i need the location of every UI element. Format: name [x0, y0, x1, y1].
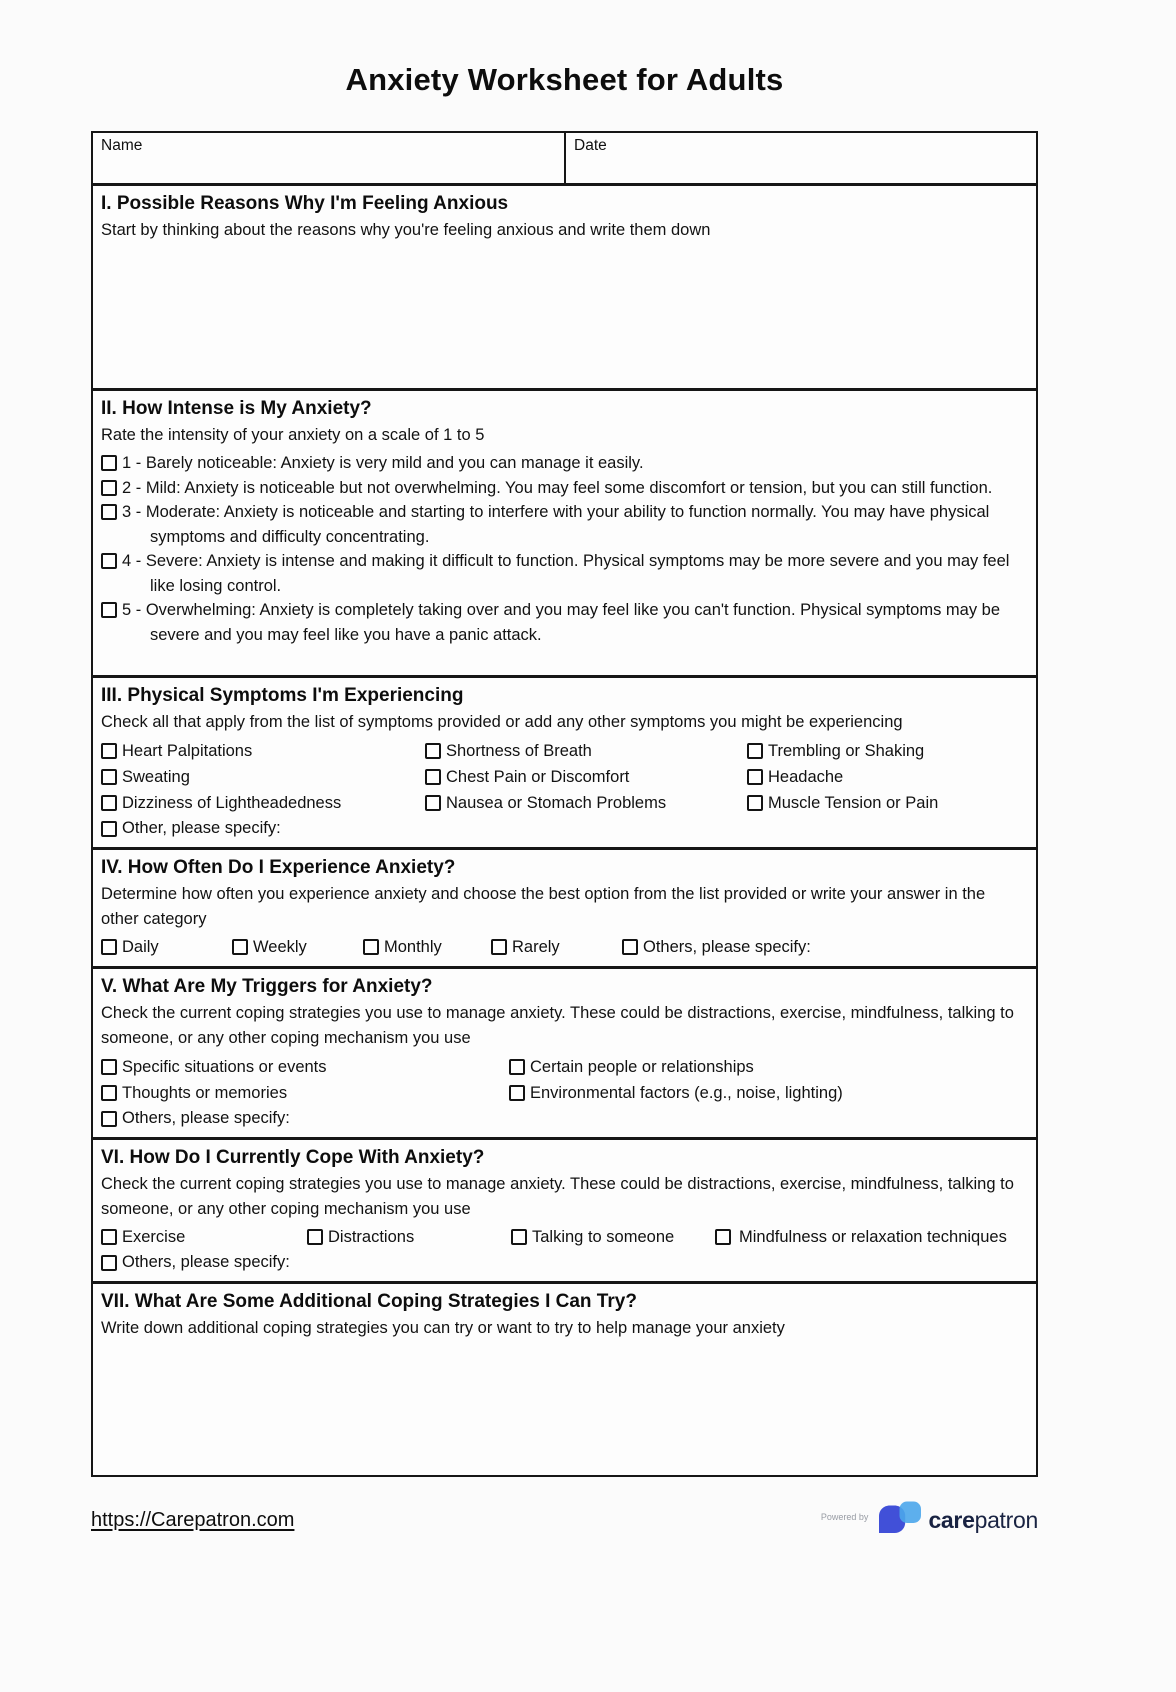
section-coping	[93, 1137, 1036, 1281]
intensity-option-3-label: 3 - Moderate: Anxiety is noticeable and starting to interfere with your ability to function normally. You may have physical symptoms and difficulty concentrating.	[122, 503, 990, 546]
symptom-chest-pain-checkbox[interactable]	[425, 769, 441, 785]
triggers-other-row	[101, 1109, 1028, 1128]
carepatron-link[interactable]: https://Carepatron.com	[91, 1508, 295, 1531]
trigger-label: Thoughts or memories	[122, 1084, 288, 1102]
intensity-option-5-checkbox[interactable]	[101, 602, 117, 618]
name-field[interactable]	[93, 133, 566, 183]
page-title: Anxiety Worksheet for Adults	[345, 62, 784, 97]
section-symptoms-description: Check all that apply from the list of symptoms provided or add any other symptoms you might be experiencing	[101, 713, 903, 731]
trigger-situations	[101, 1057, 509, 1077]
date-label: Date	[574, 137, 607, 154]
intensity-option-4	[101, 549, 1028, 598]
section-coping-description: Check the current coping strategies you use to manage anxiety. These could be distractions, exercise, mindfulness, talking to someone, or any other coping mechanism you use	[101, 1175, 1014, 1218]
frequency-daily-checkbox[interactable]	[101, 939, 117, 955]
coping-mindfulness-checkbox[interactable]	[715, 1229, 731, 1245]
coping-other-checkbox[interactable]	[101, 1255, 117, 1271]
frequency-label: Daily	[122, 938, 159, 956]
symptom-trembling-checkbox[interactable]	[747, 743, 763, 759]
triggers-options	[101, 1057, 1028, 1103]
symptom-label: Dizziness of Lightheadedness	[122, 794, 342, 812]
section-frequency-heading: IV. How Often Do I Experience Anxiety?	[101, 857, 456, 878]
section-reasons-heading: I. Possible Reasons Why I'm Feeling Anxious	[101, 193, 509, 214]
trigger-environmental-checkbox[interactable]	[509, 1085, 525, 1101]
coping-label: Mindfulness or relaxation techniques	[739, 1228, 1007, 1246]
wordmark-regular: patron	[974, 1506, 1038, 1533]
symptoms-other-checkbox[interactable]	[101, 821, 117, 837]
frequency-other-label: Others, please specify:	[643, 938, 811, 956]
symptom-heart-palpitations	[101, 741, 425, 761]
frequency-weekly	[232, 937, 363, 957]
trigger-environmental	[509, 1083, 1028, 1103]
symptom-chest-pain	[425, 767, 747, 787]
section-symptoms-heading: III. Physical Symptoms I'm Experiencing	[101, 685, 464, 706]
frequency-other	[622, 937, 811, 957]
carepatron-logo-icon	[876, 1499, 922, 1541]
carepatron-wordmark	[928, 1507, 1038, 1534]
frequency-rarely	[491, 937, 622, 957]
coping-mindfulness	[715, 1227, 1007, 1247]
symptoms-other-label: Other, please specify:	[122, 819, 281, 837]
section-frequency	[93, 847, 1036, 966]
intensity-options	[101, 451, 1028, 647]
intensity-option-1-checkbox[interactable]	[101, 455, 117, 471]
symptom-nausea	[425, 793, 747, 813]
section-intensity	[93, 388, 1036, 675]
worksheet-document	[91, 62, 1038, 1541]
coping-exercise-checkbox[interactable]	[101, 1229, 117, 1245]
footer	[91, 1499, 1038, 1541]
section-strategies-heading: VII. What Are Some Additional Coping Strategies I Can Try?	[101, 1291, 637, 1312]
intensity-option-5-label: 5 - Overwhelming: Anxiety is completely taking over and you may feel like you can't function. Physical symptoms may be severe and you may feel like you have a panic attack.	[122, 601, 1001, 644]
coping-talking-checkbox[interactable]	[511, 1229, 527, 1245]
frequency-options	[101, 937, 1028, 957]
symptom-sweating	[101, 767, 425, 787]
section-triggers-description: Check the current coping strategies you use to manage anxiety. These could be distractions, exercise, mindfulness, talking to someone, or any other coping mechanism you use	[101, 1004, 1014, 1047]
coping-distractions-checkbox[interactable]	[307, 1229, 323, 1245]
symptom-label: Sweating	[122, 768, 190, 786]
trigger-thoughts-checkbox[interactable]	[101, 1085, 117, 1101]
coping-label: Talking to someone	[532, 1228, 675, 1246]
triggers-other-label: Others, please specify:	[122, 1109, 290, 1127]
symptoms-other-row	[101, 819, 1028, 838]
symptom-label: Chest Pain or Discomfort	[446, 768, 630, 786]
intensity-option-1	[101, 451, 1028, 476]
symptom-label: Muscle Tension or Pain	[768, 794, 939, 812]
trigger-people	[509, 1057, 1028, 1077]
powered-by-label: Powered by	[820, 1512, 869, 1522]
trigger-thoughts	[101, 1083, 509, 1103]
section-intensity-heading: II. How Intense is My Anxiety?	[101, 398, 372, 419]
coping-options	[101, 1227, 1028, 1247]
frequency-label: Rarely	[512, 938, 560, 956]
symptom-trembling	[747, 741, 1028, 761]
symptom-label: Heart Palpitations	[122, 742, 253, 760]
symptom-heart-palpitations-checkbox[interactable]	[101, 743, 117, 759]
coping-other-row	[101, 1253, 1028, 1272]
strategies-write-area[interactable]	[101, 1341, 1028, 1461]
intensity-option-4-label: 4 - Severe: Anxiety is intense and making it difficult to function. Physical symptoms may be more severe and you may feel like losing control.	[122, 552, 1010, 595]
symptom-label: Nausea or Stomach Problems	[446, 794, 667, 812]
section-strategies-description: Write down additional coping strategies you can try or want to try to help manage your anxiety	[101, 1319, 785, 1337]
name-label: Name	[101, 137, 143, 154]
trigger-label: Specific situations or events	[122, 1058, 327, 1076]
coping-label: Exercise	[122, 1228, 186, 1246]
frequency-weekly-checkbox[interactable]	[232, 939, 248, 955]
symptom-dizziness-checkbox[interactable]	[101, 795, 117, 811]
intensity-option-5	[101, 598, 1028, 647]
intensity-option-3-checkbox[interactable]	[101, 504, 117, 520]
intensity-option-3	[101, 500, 1028, 549]
symptom-label: Headache	[768, 768, 844, 786]
name-date-row	[93, 133, 1036, 186]
frequency-daily	[101, 937, 232, 957]
intensity-option-4-checkbox[interactable]	[101, 553, 117, 569]
intensity-option-2	[101, 476, 1028, 501]
frequency-rarely-checkbox[interactable]	[491, 939, 507, 955]
frequency-label: Weekly	[253, 938, 307, 956]
section-coping-heading: VI. How Do I Currently Cope With Anxiety?	[101, 1147, 485, 1168]
coping-exercise	[101, 1227, 307, 1247]
frequency-monthly	[363, 937, 491, 957]
triggers-other-checkbox[interactable]	[101, 1111, 117, 1127]
intensity-option-2-label: 2 - Mild: Anxiety is noticeable but not overwhelming. You may feel some discomfort or tension, but you can still function.	[122, 478, 993, 497]
trigger-people-checkbox[interactable]	[509, 1059, 525, 1075]
frequency-monthly-checkbox[interactable]	[363, 939, 379, 955]
symptom-muscle-tension	[747, 793, 1028, 813]
frequency-other-checkbox[interactable]	[622, 939, 638, 955]
trigger-label: Certain people or relationships	[530, 1058, 754, 1076]
worksheet-table	[91, 131, 1038, 1477]
trigger-situations-checkbox[interactable]	[101, 1059, 117, 1075]
section-reasons-description: Start by thinking about the reasons why you're feeling anxious and write them down	[101, 221, 711, 239]
section-triggers-heading: V. What Are My Triggers for Anxiety?	[101, 976, 433, 997]
symptom-dizziness	[101, 793, 425, 813]
coping-distractions	[307, 1227, 511, 1247]
reasons-write-area[interactable]	[101, 243, 1028, 373]
section-reasons	[93, 186, 1036, 388]
symptom-shortness-of-breath	[425, 741, 747, 761]
symptom-muscle-tension-checkbox[interactable]	[747, 795, 763, 811]
coping-talking	[511, 1227, 715, 1247]
intensity-option-2-checkbox[interactable]	[101, 480, 117, 496]
symptom-label: Shortness of Breath	[446, 742, 592, 760]
symptoms-options	[101, 741, 1028, 813]
symptom-label: Trembling or Shaking	[768, 742, 925, 760]
symptom-nausea-checkbox[interactable]	[425, 795, 441, 811]
carepatron-brand	[821, 1499, 1038, 1541]
section-intensity-description: Rate the intensity of your anxiety on a scale of 1 to 5	[101, 426, 485, 444]
frequency-label: Monthly	[384, 938, 442, 956]
symptom-headache	[747, 767, 1028, 787]
coping-other-label: Others, please specify:	[122, 1253, 290, 1271]
section-symptoms	[93, 675, 1036, 847]
intensity-option-1-label: 1 - Barely noticeable: Anxiety is very mild and you can manage it easily.	[122, 454, 644, 472]
trigger-label: Environmental factors (e.g., noise, lighting)	[530, 1084, 843, 1102]
section-frequency-description: Determine how often you experience anxiety and choose the best option from the list provided or write your answer in the other category	[101, 885, 986, 928]
coping-label: Distractions	[328, 1228, 415, 1246]
wordmark-bold: care	[928, 1506, 975, 1533]
date-field[interactable]	[566, 133, 1036, 183]
section-strategies	[93, 1281, 1036, 1475]
section-triggers	[93, 966, 1036, 1137]
symptom-headache-checkbox[interactable]	[747, 769, 763, 785]
symptom-sweating-checkbox[interactable]	[101, 769, 117, 785]
symptom-shortness-of-breath-checkbox[interactable]	[425, 743, 441, 759]
